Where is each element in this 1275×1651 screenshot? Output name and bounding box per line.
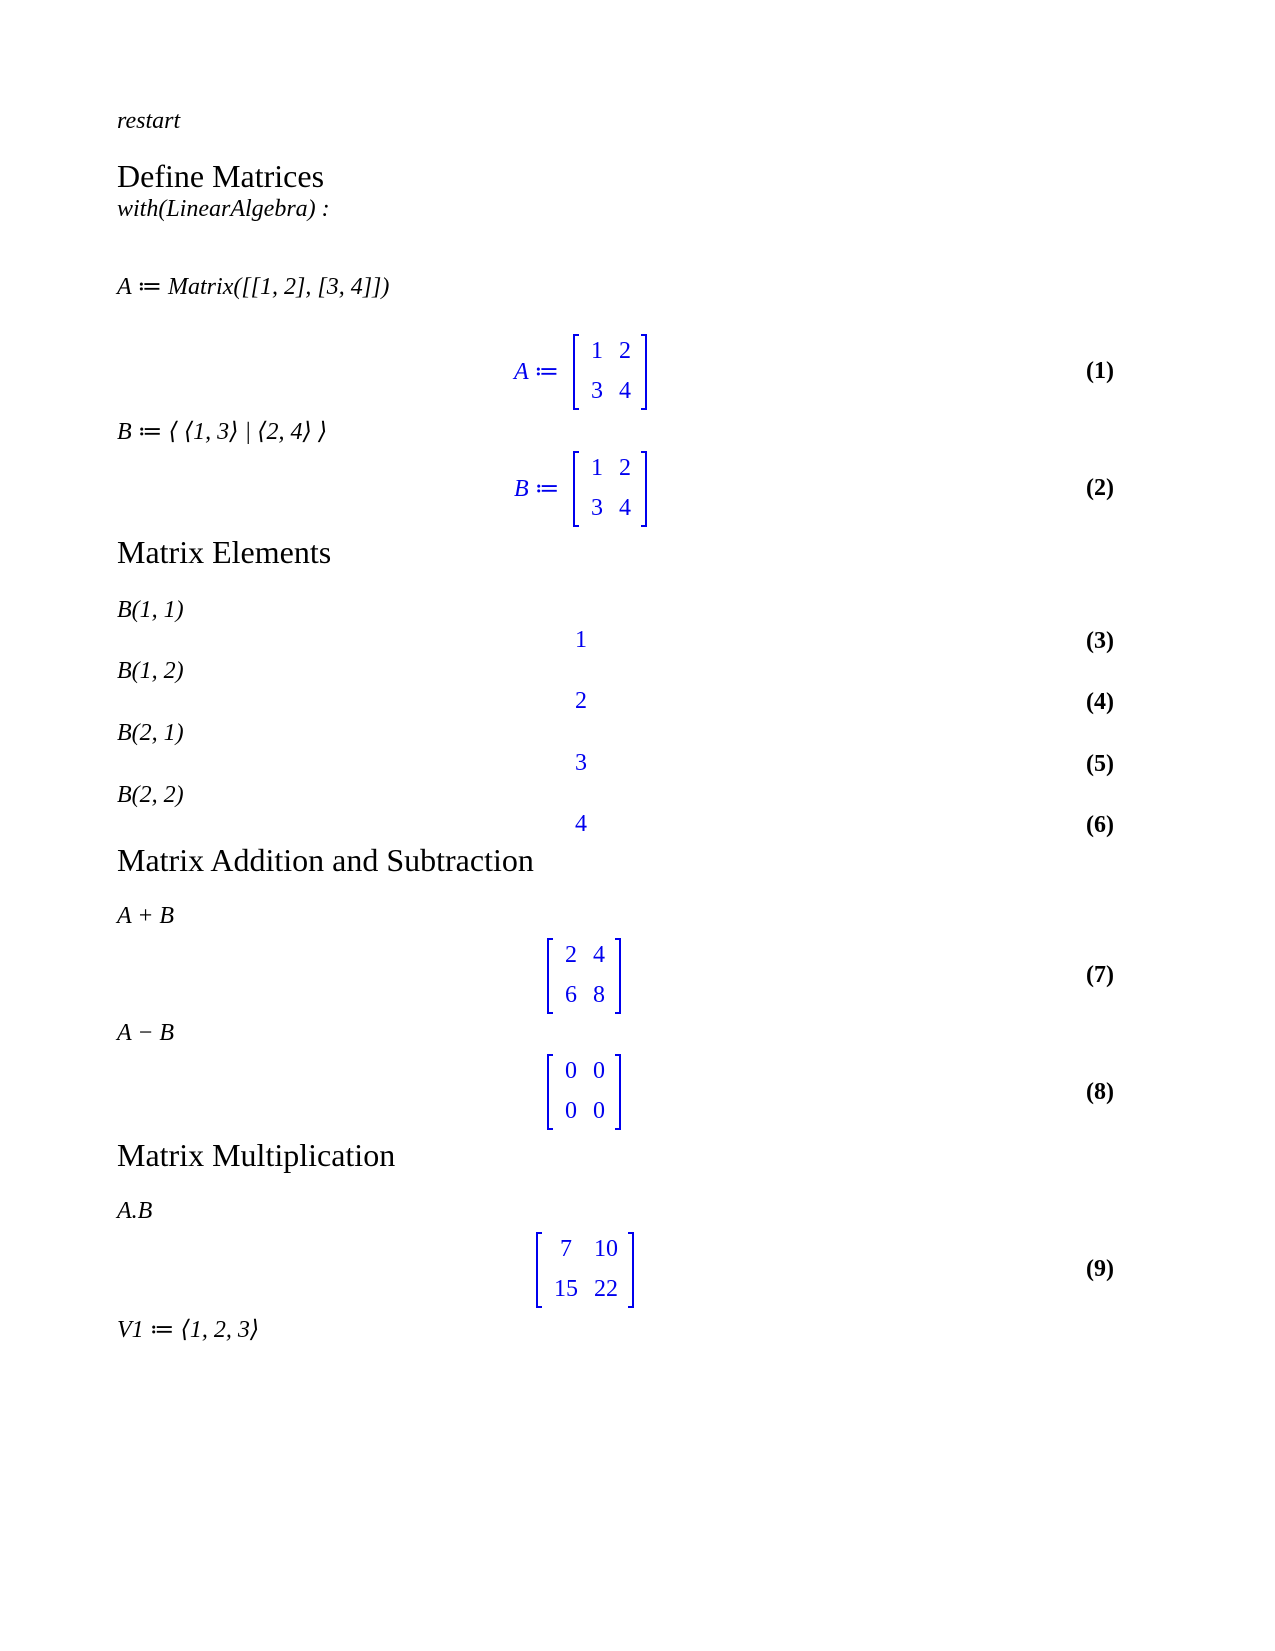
matrix-b-output-label: B ≔: [514, 476, 560, 502]
addition-output-matrix: [547, 938, 621, 1014]
matrix-b-cell: 3: [591, 495, 603, 521]
subtraction-output-matrix: [547, 1054, 621, 1130]
equation-label-3: (3): [1086, 628, 1114, 654]
subtraction-cell: 0: [593, 1058, 605, 1084]
equation-label-4: (4): [1086, 689, 1114, 715]
addition-cell: 2: [565, 942, 577, 968]
addition-cell: 8: [593, 982, 605, 1008]
equation-label-8: (8): [1086, 1079, 1114, 1105]
multiplication-output-matrix: [536, 1232, 634, 1308]
multiplication-cell: 10: [594, 1236, 618, 1262]
matrix-a-cell: 2: [619, 338, 631, 364]
element-output: 1: [575, 627, 587, 653]
multiplication-cell: 22: [594, 1276, 618, 1302]
matrix-a-output-label: A ≔: [514, 359, 560, 385]
subtraction-cell: 0: [565, 1098, 577, 1124]
section-heading-define-matrices: Define Matrices: [117, 158, 325, 194]
matrix-b-cell: 1: [591, 455, 603, 481]
matrix-b-input[interactable]: B ≔ ⟨ ⟨1, 3⟩ | ⟨2, 4⟩ ⟩: [117, 419, 328, 445]
subtraction-input[interactable]: A − B: [117, 1020, 175, 1046]
matrix-a-cell: 4: [619, 378, 631, 404]
multiplication-input[interactable]: A.B: [117, 1198, 153, 1224]
subtraction-cell: 0: [593, 1098, 605, 1124]
equation-label-5: (5): [1086, 751, 1114, 777]
element-input[interactable]: B(2, 2): [117, 782, 184, 808]
section-heading-matrix-multiplication: Matrix Multiplication: [117, 1137, 396, 1173]
multiplication-cell: 15: [554, 1276, 578, 1302]
matrix-a-cell: 1: [591, 338, 603, 364]
matrix-a-output: [573, 334, 647, 410]
addition-cell: 6: [565, 982, 577, 1008]
matrix-b-cell: 2: [619, 455, 631, 481]
equation-label-9: (9): [1086, 1256, 1114, 1282]
vector-v1-input[interactable]: V1 ≔ ⟨1, 2, 3⟩: [117, 1317, 260, 1343]
restart-command[interactable]: restart: [117, 108, 181, 134]
element-input[interactable]: B(2, 1): [117, 720, 184, 746]
subtraction-cell: 0: [565, 1058, 577, 1084]
section-heading-matrix-elements: Matrix Elements: [117, 534, 332, 570]
equation-label-7: (7): [1086, 962, 1114, 988]
matrix-a-input[interactable]: A ≔ Matrix([[1, 2], [3, 4]]): [117, 274, 390, 300]
matrix-b-output: [573, 451, 647, 527]
element-output: 4: [575, 811, 587, 837]
addition-input[interactable]: A + B: [117, 903, 175, 929]
multiplication-cell: 7: [560, 1236, 572, 1262]
element-output: 3: [575, 750, 587, 776]
equation-label-1: (1): [1086, 358, 1114, 384]
with-linearalgebra-command[interactable]: with(LinearAlgebra) :: [117, 196, 330, 222]
equation-label-2: (2): [1086, 475, 1114, 501]
element-output: 2: [575, 688, 587, 714]
element-input[interactable]: B(1, 2): [117, 658, 184, 684]
matrix-a-cell: 3: [591, 378, 603, 404]
addition-cell: 4: [593, 942, 605, 968]
section-heading-addition-subtraction: Matrix Addition and Subtraction: [117, 842, 534, 878]
matrix-b-cell: 4: [619, 495, 631, 521]
element-input[interactable]: B(1, 1): [117, 597, 184, 623]
equation-label-6: (6): [1086, 812, 1114, 838]
